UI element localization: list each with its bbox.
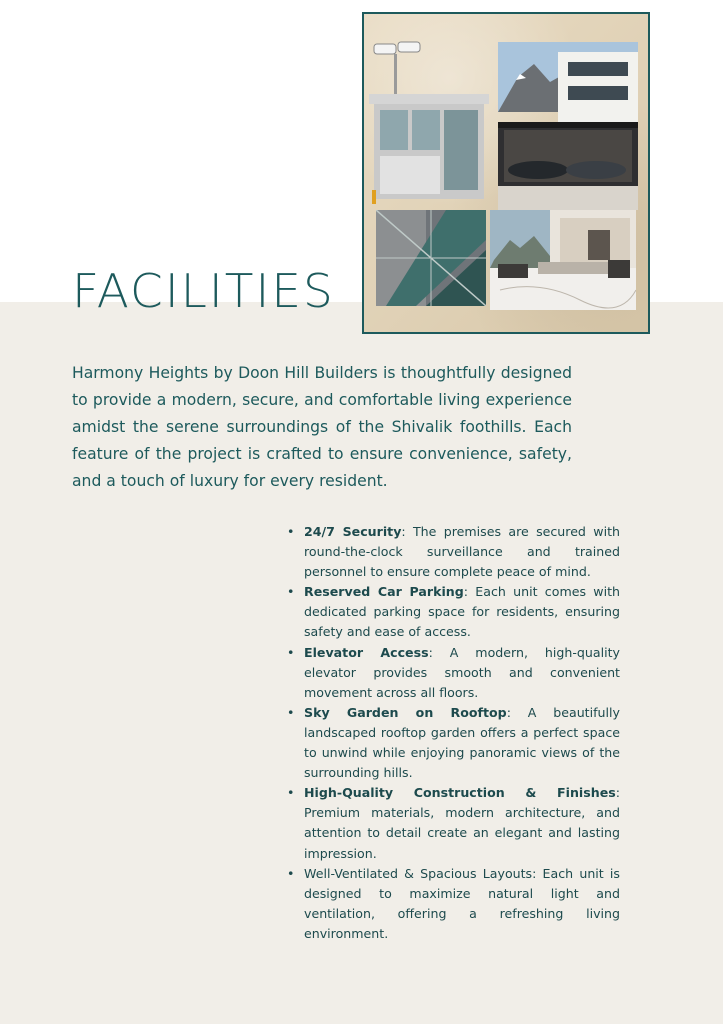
feature-separator: : bbox=[463, 584, 469, 600]
features-list bbox=[286, 522, 620, 944]
feature-separator: : bbox=[506, 704, 511, 720]
facilities-photo-collage bbox=[362, 12, 650, 334]
list-item bbox=[286, 864, 620, 944]
feature-text: A beautifully landscaped rooftop garden offers a perfect space to unwind while enjoying panoramic views of the surrounding hills. bbox=[304, 704, 620, 781]
feature-name: 24/7 Security bbox=[304, 524, 402, 539]
list-item bbox=[286, 582, 620, 642]
bullet-icon: • bbox=[287, 785, 295, 801]
bullet-icon: • bbox=[287, 644, 295, 660]
living-room-photo bbox=[490, 210, 636, 310]
glass-elevator-photo bbox=[376, 210, 486, 306]
feature-separator: : bbox=[428, 644, 433, 660]
security-booth-photo bbox=[364, 34, 494, 204]
feature-name: Reserved Car Parking bbox=[304, 584, 464, 600]
intro-paragraph: Harmony Heights by Doon Hill Builders is thoughtfully designed to provide a modern, secure, and comfortable living experience amidst the serene surroundings of the Shivalik foothills. Each feature of the project is crafted to ensure convenience, safety, and a touch of luxury for every resident. bbox=[72, 364, 572, 490]
bullet-icon: • bbox=[287, 524, 295, 539]
feature-name: Sky Garden on Rooftop bbox=[304, 704, 507, 720]
bullet-icon: • bbox=[287, 865, 295, 881]
list-item bbox=[286, 703, 620, 783]
feature-separator: : bbox=[615, 785, 620, 801]
feature-text: A modern, high-quality elevator provides smooth and convenient movement across all floors. bbox=[304, 644, 620, 700]
feature-name: Elevator Access bbox=[304, 644, 429, 660]
list-item bbox=[286, 522, 620, 582]
feature-text: Each unit comes with dedicated parking space for residents, ensuring safety and ease of access. bbox=[304, 584, 621, 640]
feature-text: Well-Ventilated & Spacious Layouts: Each unit is designed to maximize natural light and ventilation, offering a refreshing living environment. bbox=[304, 865, 620, 941]
feature-text: The premises are secured with round-the-clock surveillance and trained personnel to ensure complete peace of mind. bbox=[304, 524, 620, 580]
bullet-icon: • bbox=[287, 584, 295, 600]
feature-text: Premium materials, modern architecture, and attention to detail create an elegant and lasting impression. bbox=[304, 805, 620, 861]
list-item bbox=[286, 783, 620, 863]
feature-name: High-Quality Construction & Finishes bbox=[304, 785, 616, 801]
feature-separator: : bbox=[401, 524, 406, 539]
parking-garage-photo bbox=[498, 42, 638, 210]
list-item bbox=[286, 643, 620, 703]
page-title: FACILITIES bbox=[72, 264, 335, 318]
bullet-icon: • bbox=[287, 704, 295, 720]
